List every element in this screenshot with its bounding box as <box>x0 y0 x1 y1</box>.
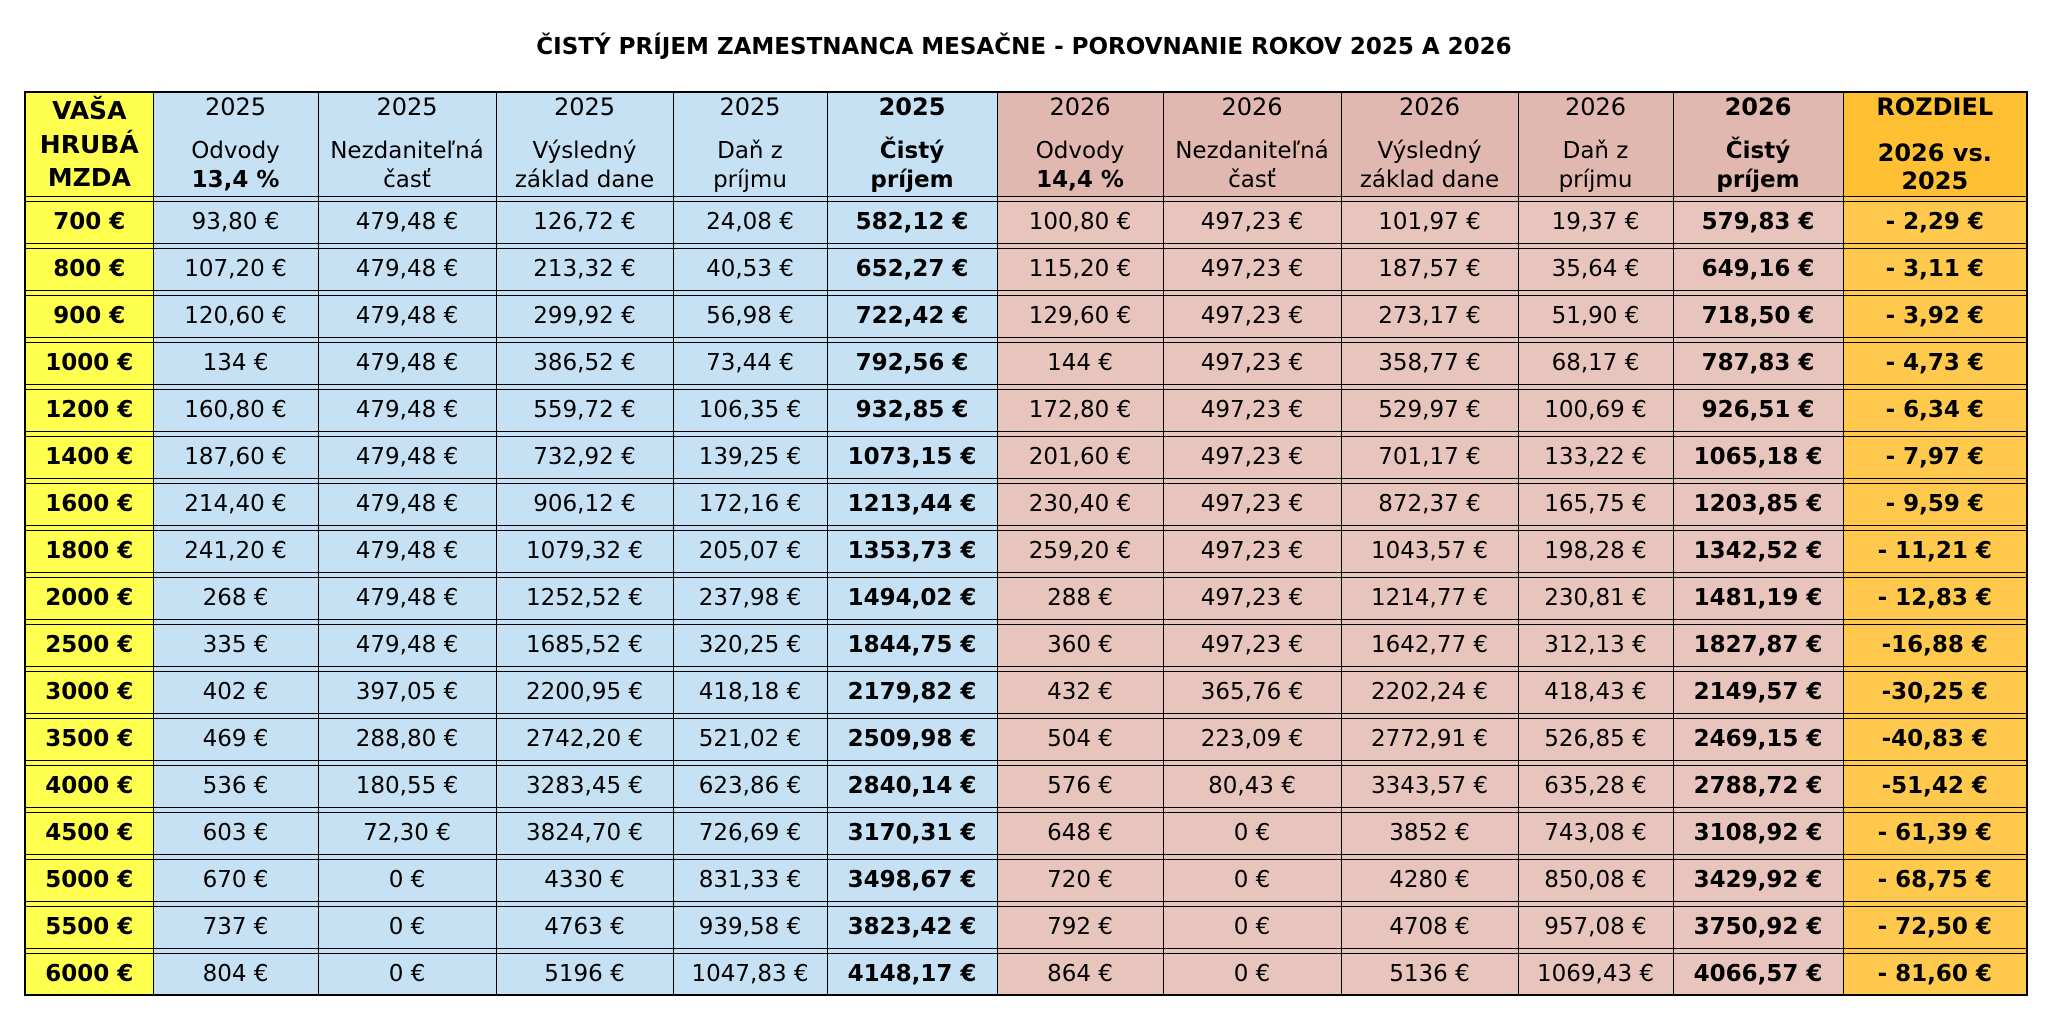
zaklad-dane-2026-cell: 187,57 € <box>1341 248 1518 290</box>
cisty-prijem-2026-cell: 926,51 € <box>1673 389 1843 431</box>
rozdiel-cell: - 81,60 € <box>1843 953 2027 995</box>
header-2025-cisty-prijem: 2025 Čistý príjem <box>827 92 997 196</box>
zaklad-dane-2025-cell: 126,72 € <box>496 201 673 243</box>
zaklad-dane-2025-cell: 2200,95 € <box>496 671 673 713</box>
dan-z-prijmu-2026-cell: 957,08 € <box>1518 906 1673 948</box>
dan-z-prijmu-2025-cell: 623,86 € <box>673 765 827 807</box>
cisty-prijem-2025-cell: 2509,98 € <box>827 718 997 760</box>
zaklad-dane-2026-cell: 3343,57 € <box>1341 765 1518 807</box>
table-row <box>25 530 2027 572</box>
nezdanitelna-2026-cell: 497,23 € <box>1163 201 1341 243</box>
nezdanitelna-2025-cell: 479,48 € <box>318 530 496 572</box>
cisty-prijem-2025-cell: 3170,31 € <box>827 812 997 854</box>
dan-z-prijmu-2025-cell: 1047,83 € <box>673 953 827 995</box>
nezdanitelna-2026-cell: 497,23 € <box>1163 342 1341 384</box>
nezdanitelna-2026-cell: 223,09 € <box>1163 718 1341 760</box>
cisty-prijem-2026-cell: 3108,92 € <box>1673 812 1843 854</box>
zaklad-dane-2026-cell: 273,17 € <box>1341 295 1518 337</box>
net-income-comparison-table <box>24 91 2028 996</box>
odvody-2025-cell: 469 € <box>153 718 318 760</box>
gross-wage-cell: 2500 € <box>25 624 153 666</box>
table-row <box>25 953 2027 995</box>
table-row <box>25 483 2027 525</box>
cisty-prijem-2026-cell: 3750,92 € <box>1673 906 1843 948</box>
rozdiel-cell: -51,42 € <box>1843 765 2027 807</box>
gross-wage-cell: 700 € <box>25 201 153 243</box>
odvody-2025-cell: 214,40 € <box>153 483 318 525</box>
cisty-prijem-2026-cell: 1065,18 € <box>1673 436 1843 478</box>
odvody-2026-cell: 201,60 € <box>997 436 1163 478</box>
zaklad-dane-2025-cell: 1252,52 € <box>496 577 673 619</box>
zaklad-dane-2025-cell: 906,12 € <box>496 483 673 525</box>
header-2025-dan-z-prijmu: 2025 Daň z príjmu <box>673 92 827 196</box>
dan-z-prijmu-2026-cell: 19,37 € <box>1518 201 1673 243</box>
odvody-2025-cell: 187,60 € <box>153 436 318 478</box>
gross-wage-cell: 3500 € <box>25 718 153 760</box>
dan-z-prijmu-2025-cell: 521,02 € <box>673 718 827 760</box>
table-row <box>25 765 2027 807</box>
header-row <box>25 92 2027 196</box>
gross-wage-cell: 1400 € <box>25 436 153 478</box>
zaklad-dane-2026-cell: 101,97 € <box>1341 201 1518 243</box>
odvody-2025-cell: 402 € <box>153 671 318 713</box>
rozdiel-cell: -40,83 € <box>1843 718 2027 760</box>
header-2025-zaklad-dane: 2025 Výsledný základ dane <box>496 92 673 196</box>
table-row <box>25 389 2027 431</box>
table-row <box>25 671 2027 713</box>
odvody-2025-cell: 603 € <box>153 812 318 854</box>
odvody-2025-cell: 737 € <box>153 906 318 948</box>
zaklad-dane-2025-cell: 5196 € <box>496 953 673 995</box>
gross-wage-cell: 1800 € <box>25 530 153 572</box>
odvody-2026-cell: 432 € <box>997 671 1163 713</box>
zaklad-dane-2026-cell: 872,37 € <box>1341 483 1518 525</box>
dan-z-prijmu-2025-cell: 56,98 € <box>673 295 827 337</box>
gross-wage-cell: 4500 € <box>25 812 153 854</box>
table-row <box>25 295 2027 337</box>
rozdiel-cell: - 12,83 € <box>1843 577 2027 619</box>
odvody-2026-cell: 648 € <box>997 812 1163 854</box>
nezdanitelna-2026-cell: 0 € <box>1163 953 1341 995</box>
zaklad-dane-2026-cell: 2772,91 € <box>1341 718 1518 760</box>
nezdanitelna-2025-cell: 479,48 € <box>318 624 496 666</box>
nezdanitelna-2025-cell: 397,05 € <box>318 671 496 713</box>
cisty-prijem-2025-cell: 1073,15 € <box>827 436 997 478</box>
nezdanitelna-2025-cell: 0 € <box>318 859 496 901</box>
nezdanitelna-2026-cell: 497,23 € <box>1163 436 1341 478</box>
odvody-2026-cell: 230,40 € <box>997 483 1163 525</box>
nezdanitelna-2025-cell: 0 € <box>318 953 496 995</box>
table-row <box>25 812 2027 854</box>
dan-z-prijmu-2026-cell: 1069,43 € <box>1518 953 1673 995</box>
gross-wage-cell: 6000 € <box>25 953 153 995</box>
nezdanitelna-2025-cell: 479,48 € <box>318 577 496 619</box>
dan-z-prijmu-2026-cell: 635,28 € <box>1518 765 1673 807</box>
dan-z-prijmu-2025-cell: 24,08 € <box>673 201 827 243</box>
cisty-prijem-2025-cell: 1213,44 € <box>827 483 997 525</box>
dan-z-prijmu-2026-cell: 418,43 € <box>1518 671 1673 713</box>
nezdanitelna-2025-cell: 288,80 € <box>318 718 496 760</box>
zaklad-dane-2025-cell: 1079,32 € <box>496 530 673 572</box>
rozdiel-cell: - 2,29 € <box>1843 201 2027 243</box>
cisty-prijem-2025-cell: 3823,42 € <box>827 906 997 948</box>
dan-z-prijmu-2025-cell: 726,69 € <box>673 812 827 854</box>
cisty-prijem-2025-cell: 1353,73 € <box>827 530 997 572</box>
zaklad-dane-2026-cell: 2202,24 € <box>1341 671 1518 713</box>
table-row <box>25 201 2027 243</box>
rozdiel-cell: - 9,59 € <box>1843 483 2027 525</box>
zaklad-dane-2026-cell: 3852 € <box>1341 812 1518 854</box>
nezdanitelna-2026-cell: 497,23 € <box>1163 248 1341 290</box>
zaklad-dane-2025-cell: 213,32 € <box>496 248 673 290</box>
rozdiel-cell: -16,88 € <box>1843 624 2027 666</box>
odvody-2026-cell: 864 € <box>997 953 1163 995</box>
zaklad-dane-2025-cell: 386,52 € <box>496 342 673 384</box>
gross-wage-cell: 4000 € <box>25 765 153 807</box>
zaklad-dane-2026-cell: 701,17 € <box>1341 436 1518 478</box>
table-row <box>25 906 2027 948</box>
dan-z-prijmu-2026-cell: 312,13 € <box>1518 624 1673 666</box>
nezdanitelna-2025-cell: 479,48 € <box>318 436 496 478</box>
rozdiel-cell: - 11,21 € <box>1843 530 2027 572</box>
dan-z-prijmu-2026-cell: 68,17 € <box>1518 342 1673 384</box>
odvody-2026-cell: 259,20 € <box>997 530 1163 572</box>
zaklad-dane-2025-cell: 559,72 € <box>496 389 673 431</box>
cisty-prijem-2025-cell: 582,12 € <box>827 201 997 243</box>
table-row <box>25 718 2027 760</box>
zaklad-dane-2026-cell: 1043,57 € <box>1341 530 1518 572</box>
odvody-2026-cell: 576 € <box>997 765 1163 807</box>
nezdanitelna-2025-cell: 0 € <box>318 906 496 948</box>
cisty-prijem-2026-cell: 787,83 € <box>1673 342 1843 384</box>
zaklad-dane-2026-cell: 4280 € <box>1341 859 1518 901</box>
odvody-2026-cell: 115,20 € <box>997 248 1163 290</box>
odvody-2025-cell: 93,80 € <box>153 201 318 243</box>
rozdiel-cell: - 68,75 € <box>1843 859 2027 901</box>
dan-z-prijmu-2025-cell: 139,25 € <box>673 436 827 478</box>
dan-z-prijmu-2025-cell: 237,98 € <box>673 577 827 619</box>
page-title: ČISTÝ PRÍJEM ZAMESTNANCA MESAČNE - POROVNANIE ROKOV 2025 A 2026 <box>536 34 1512 60</box>
nezdanitelna-2025-cell: 479,48 € <box>318 483 496 525</box>
rozdiel-cell: - 3,92 € <box>1843 295 2027 337</box>
cisty-prijem-2025-cell: 2840,14 € <box>827 765 997 807</box>
header-2026-odvody: 2026 Odvody 14,4 % <box>997 92 1163 196</box>
nezdanitelna-2026-cell: 365,76 € <box>1163 671 1341 713</box>
nezdanitelna-2026-cell: 497,23 € <box>1163 389 1341 431</box>
cisty-prijem-2025-cell: 2179,82 € <box>827 671 997 713</box>
table-row <box>25 342 2027 384</box>
odvody-2025-cell: 536 € <box>153 765 318 807</box>
odvody-2025-cell: 160,80 € <box>153 389 318 431</box>
zaklad-dane-2025-cell: 2742,20 € <box>496 718 673 760</box>
table-row <box>25 248 2027 290</box>
gross-wage-cell: 900 € <box>25 295 153 337</box>
rozdiel-cell: - 7,97 € <box>1843 436 2027 478</box>
cisty-prijem-2026-cell: 579,83 € <box>1673 201 1843 243</box>
zaklad-dane-2025-cell: 732,92 € <box>496 436 673 478</box>
dan-z-prijmu-2026-cell: 51,90 € <box>1518 295 1673 337</box>
cisty-prijem-2025-cell: 932,85 € <box>827 389 997 431</box>
dan-z-prijmu-2026-cell: 850,08 € <box>1518 859 1673 901</box>
header-2026-dan-z-prijmu: 2026 Daň z príjmu <box>1518 92 1673 196</box>
zaklad-dane-2026-cell: 4708 € <box>1341 906 1518 948</box>
nezdanitelna-2025-cell: 479,48 € <box>318 295 496 337</box>
header-2026-zaklad-dane: 2026 Výsledný základ dane <box>1341 92 1518 196</box>
cisty-prijem-2025-cell: 4148,17 € <box>827 953 997 995</box>
dan-z-prijmu-2025-cell: 831,33 € <box>673 859 827 901</box>
nezdanitelna-2025-cell: 479,48 € <box>318 201 496 243</box>
rozdiel-cell: -30,25 € <box>1843 671 2027 713</box>
odvody-2026-cell: 720 € <box>997 859 1163 901</box>
header-2025-nezdanitelna: 2025 Nezdaniteľná časť <box>318 92 496 196</box>
dan-z-prijmu-2025-cell: 418,18 € <box>673 671 827 713</box>
dan-z-prijmu-2026-cell: 526,85 € <box>1518 718 1673 760</box>
cisty-prijem-2025-cell: 652,27 € <box>827 248 997 290</box>
odvody-2026-cell: 100,80 € <box>997 201 1163 243</box>
odvody-2026-cell: 129,60 € <box>997 295 1163 337</box>
cisty-prijem-2026-cell: 1827,87 € <box>1673 624 1843 666</box>
nezdanitelna-2026-cell: 497,23 € <box>1163 530 1341 572</box>
zaklad-dane-2025-cell: 1685,52 € <box>496 624 673 666</box>
zaklad-dane-2026-cell: 1642,77 € <box>1341 624 1518 666</box>
odvody-2025-cell: 134 € <box>153 342 318 384</box>
odvody-2026-cell: 172,80 € <box>997 389 1163 431</box>
odvody-2026-cell: 360 € <box>997 624 1163 666</box>
zaklad-dane-2025-cell: 3283,45 € <box>496 765 673 807</box>
odvody-2025-cell: 268 € <box>153 577 318 619</box>
cisty-prijem-2026-cell: 2149,57 € <box>1673 671 1843 713</box>
nezdanitelna-2026-cell: 0 € <box>1163 859 1341 901</box>
header-rozdiel: ROZDIEL 2026 vs. 2025 <box>1843 92 2027 196</box>
rozdiel-cell: - 6,34 € <box>1843 389 2027 431</box>
dan-z-prijmu-2026-cell: 165,75 € <box>1518 483 1673 525</box>
zaklad-dane-2026-cell: 358,77 € <box>1341 342 1518 384</box>
odvody-2026-cell: 288 € <box>997 577 1163 619</box>
zaklad-dane-2025-cell: 3824,70 € <box>496 812 673 854</box>
odvody-2025-cell: 804 € <box>153 953 318 995</box>
cisty-prijem-2025-cell: 1844,75 € <box>827 624 997 666</box>
gross-wage-cell: 800 € <box>25 248 153 290</box>
odvody-2026-cell: 504 € <box>997 718 1163 760</box>
nezdanitelna-2026-cell: 0 € <box>1163 812 1341 854</box>
dan-z-prijmu-2026-cell: 230,81 € <box>1518 577 1673 619</box>
gross-wage-cell: 2000 € <box>25 577 153 619</box>
table-header <box>25 92 2027 196</box>
header-2026-nezdanitelna: 2026 Nezdaniteľná časť <box>1163 92 1341 196</box>
cisty-prijem-2025-cell: 1494,02 € <box>827 577 997 619</box>
dan-z-prijmu-2025-cell: 40,53 € <box>673 248 827 290</box>
nezdanitelna-2026-cell: 497,23 € <box>1163 483 1341 525</box>
cisty-prijem-2026-cell: 649,16 € <box>1673 248 1843 290</box>
cisty-prijem-2026-cell: 2788,72 € <box>1673 765 1843 807</box>
cisty-prijem-2026-cell: 4066,57 € <box>1673 953 1843 995</box>
header-2026-cisty-prijem: 2026 Čistý príjem <box>1673 92 1843 196</box>
gross-wage-cell: 3000 € <box>25 671 153 713</box>
table-row <box>25 859 2027 901</box>
table-row <box>25 436 2027 478</box>
gross-wage-header: VAŠA HRUBÁ MZDA <box>25 92 153 196</box>
dan-z-prijmu-2026-cell: 743,08 € <box>1518 812 1673 854</box>
cisty-prijem-2026-cell: 1203,85 € <box>1673 483 1843 525</box>
cisty-prijem-2026-cell: 3429,92 € <box>1673 859 1843 901</box>
cisty-prijem-2026-cell: 2469,15 € <box>1673 718 1843 760</box>
dan-z-prijmu-2026-cell: 100,69 € <box>1518 389 1673 431</box>
zaklad-dane-2026-cell: 5136 € <box>1341 953 1518 995</box>
table-body <box>25 196 2027 995</box>
odvody-2025-cell: 241,20 € <box>153 530 318 572</box>
nezdanitelna-2026-cell: 497,23 € <box>1163 624 1341 666</box>
gross-wage-cell: 1000 € <box>25 342 153 384</box>
zaklad-dane-2025-cell: 299,92 € <box>496 295 673 337</box>
gross-wage-cell: 5500 € <box>25 906 153 948</box>
cisty-prijem-2025-cell: 722,42 € <box>827 295 997 337</box>
cisty-prijem-2026-cell: 1342,52 € <box>1673 530 1843 572</box>
rozdiel-cell: - 3,11 € <box>1843 248 2027 290</box>
odvody-2025-cell: 670 € <box>153 859 318 901</box>
nezdanitelna-2026-cell: 0 € <box>1163 906 1341 948</box>
nezdanitelna-2026-cell: 80,43 € <box>1163 765 1341 807</box>
dan-z-prijmu-2025-cell: 205,07 € <box>673 530 827 572</box>
odvody-2025-cell: 120,60 € <box>153 295 318 337</box>
table-row <box>25 624 2027 666</box>
nezdanitelna-2025-cell: 479,48 € <box>318 342 496 384</box>
dan-z-prijmu-2025-cell: 172,16 € <box>673 483 827 525</box>
dan-z-prijmu-2025-cell: 106,35 € <box>673 389 827 431</box>
dan-z-prijmu-2025-cell: 939,58 € <box>673 906 827 948</box>
dan-z-prijmu-2026-cell: 133,22 € <box>1518 436 1673 478</box>
rozdiel-cell: - 4,73 € <box>1843 342 2027 384</box>
nezdanitelna-2025-cell: 180,55 € <box>318 765 496 807</box>
cisty-prijem-2025-cell: 3498,67 € <box>827 859 997 901</box>
cisty-prijem-2026-cell: 1481,19 € <box>1673 577 1843 619</box>
header-2025-odvody: 2025 Odvody 13,4 % <box>153 92 318 196</box>
table-row <box>25 577 2027 619</box>
odvody-2026-cell: 144 € <box>997 342 1163 384</box>
zaklad-dane-2025-cell: 4330 € <box>496 859 673 901</box>
nezdanitelna-2025-cell: 479,48 € <box>318 389 496 431</box>
dan-z-prijmu-2026-cell: 198,28 € <box>1518 530 1673 572</box>
nezdanitelna-2026-cell: 497,23 € <box>1163 577 1341 619</box>
odvody-2025-cell: 107,20 € <box>153 248 318 290</box>
zaklad-dane-2025-cell: 4763 € <box>496 906 673 948</box>
odvody-2026-cell: 792 € <box>997 906 1163 948</box>
gross-wage-cell: 1600 € <box>25 483 153 525</box>
dan-z-prijmu-2025-cell: 320,25 € <box>673 624 827 666</box>
gross-wage-cell: 5000 € <box>25 859 153 901</box>
gross-wage-cell: 1200 € <box>25 389 153 431</box>
dan-z-prijmu-2026-cell: 35,64 € <box>1518 248 1673 290</box>
rozdiel-cell: - 72,50 € <box>1843 906 2027 948</box>
nezdanitelna-2025-cell: 479,48 € <box>318 248 496 290</box>
cisty-prijem-2025-cell: 792,56 € <box>827 342 997 384</box>
nezdanitelna-2026-cell: 497,23 € <box>1163 295 1341 337</box>
odvody-2025-cell: 335 € <box>153 624 318 666</box>
zaklad-dane-2026-cell: 1214,77 € <box>1341 577 1518 619</box>
nezdanitelna-2025-cell: 72,30 € <box>318 812 496 854</box>
dan-z-prijmu-2025-cell: 73,44 € <box>673 342 827 384</box>
zaklad-dane-2026-cell: 529,97 € <box>1341 389 1518 431</box>
cisty-prijem-2026-cell: 718,50 € <box>1673 295 1843 337</box>
rozdiel-cell: - 61,39 € <box>1843 812 2027 854</box>
